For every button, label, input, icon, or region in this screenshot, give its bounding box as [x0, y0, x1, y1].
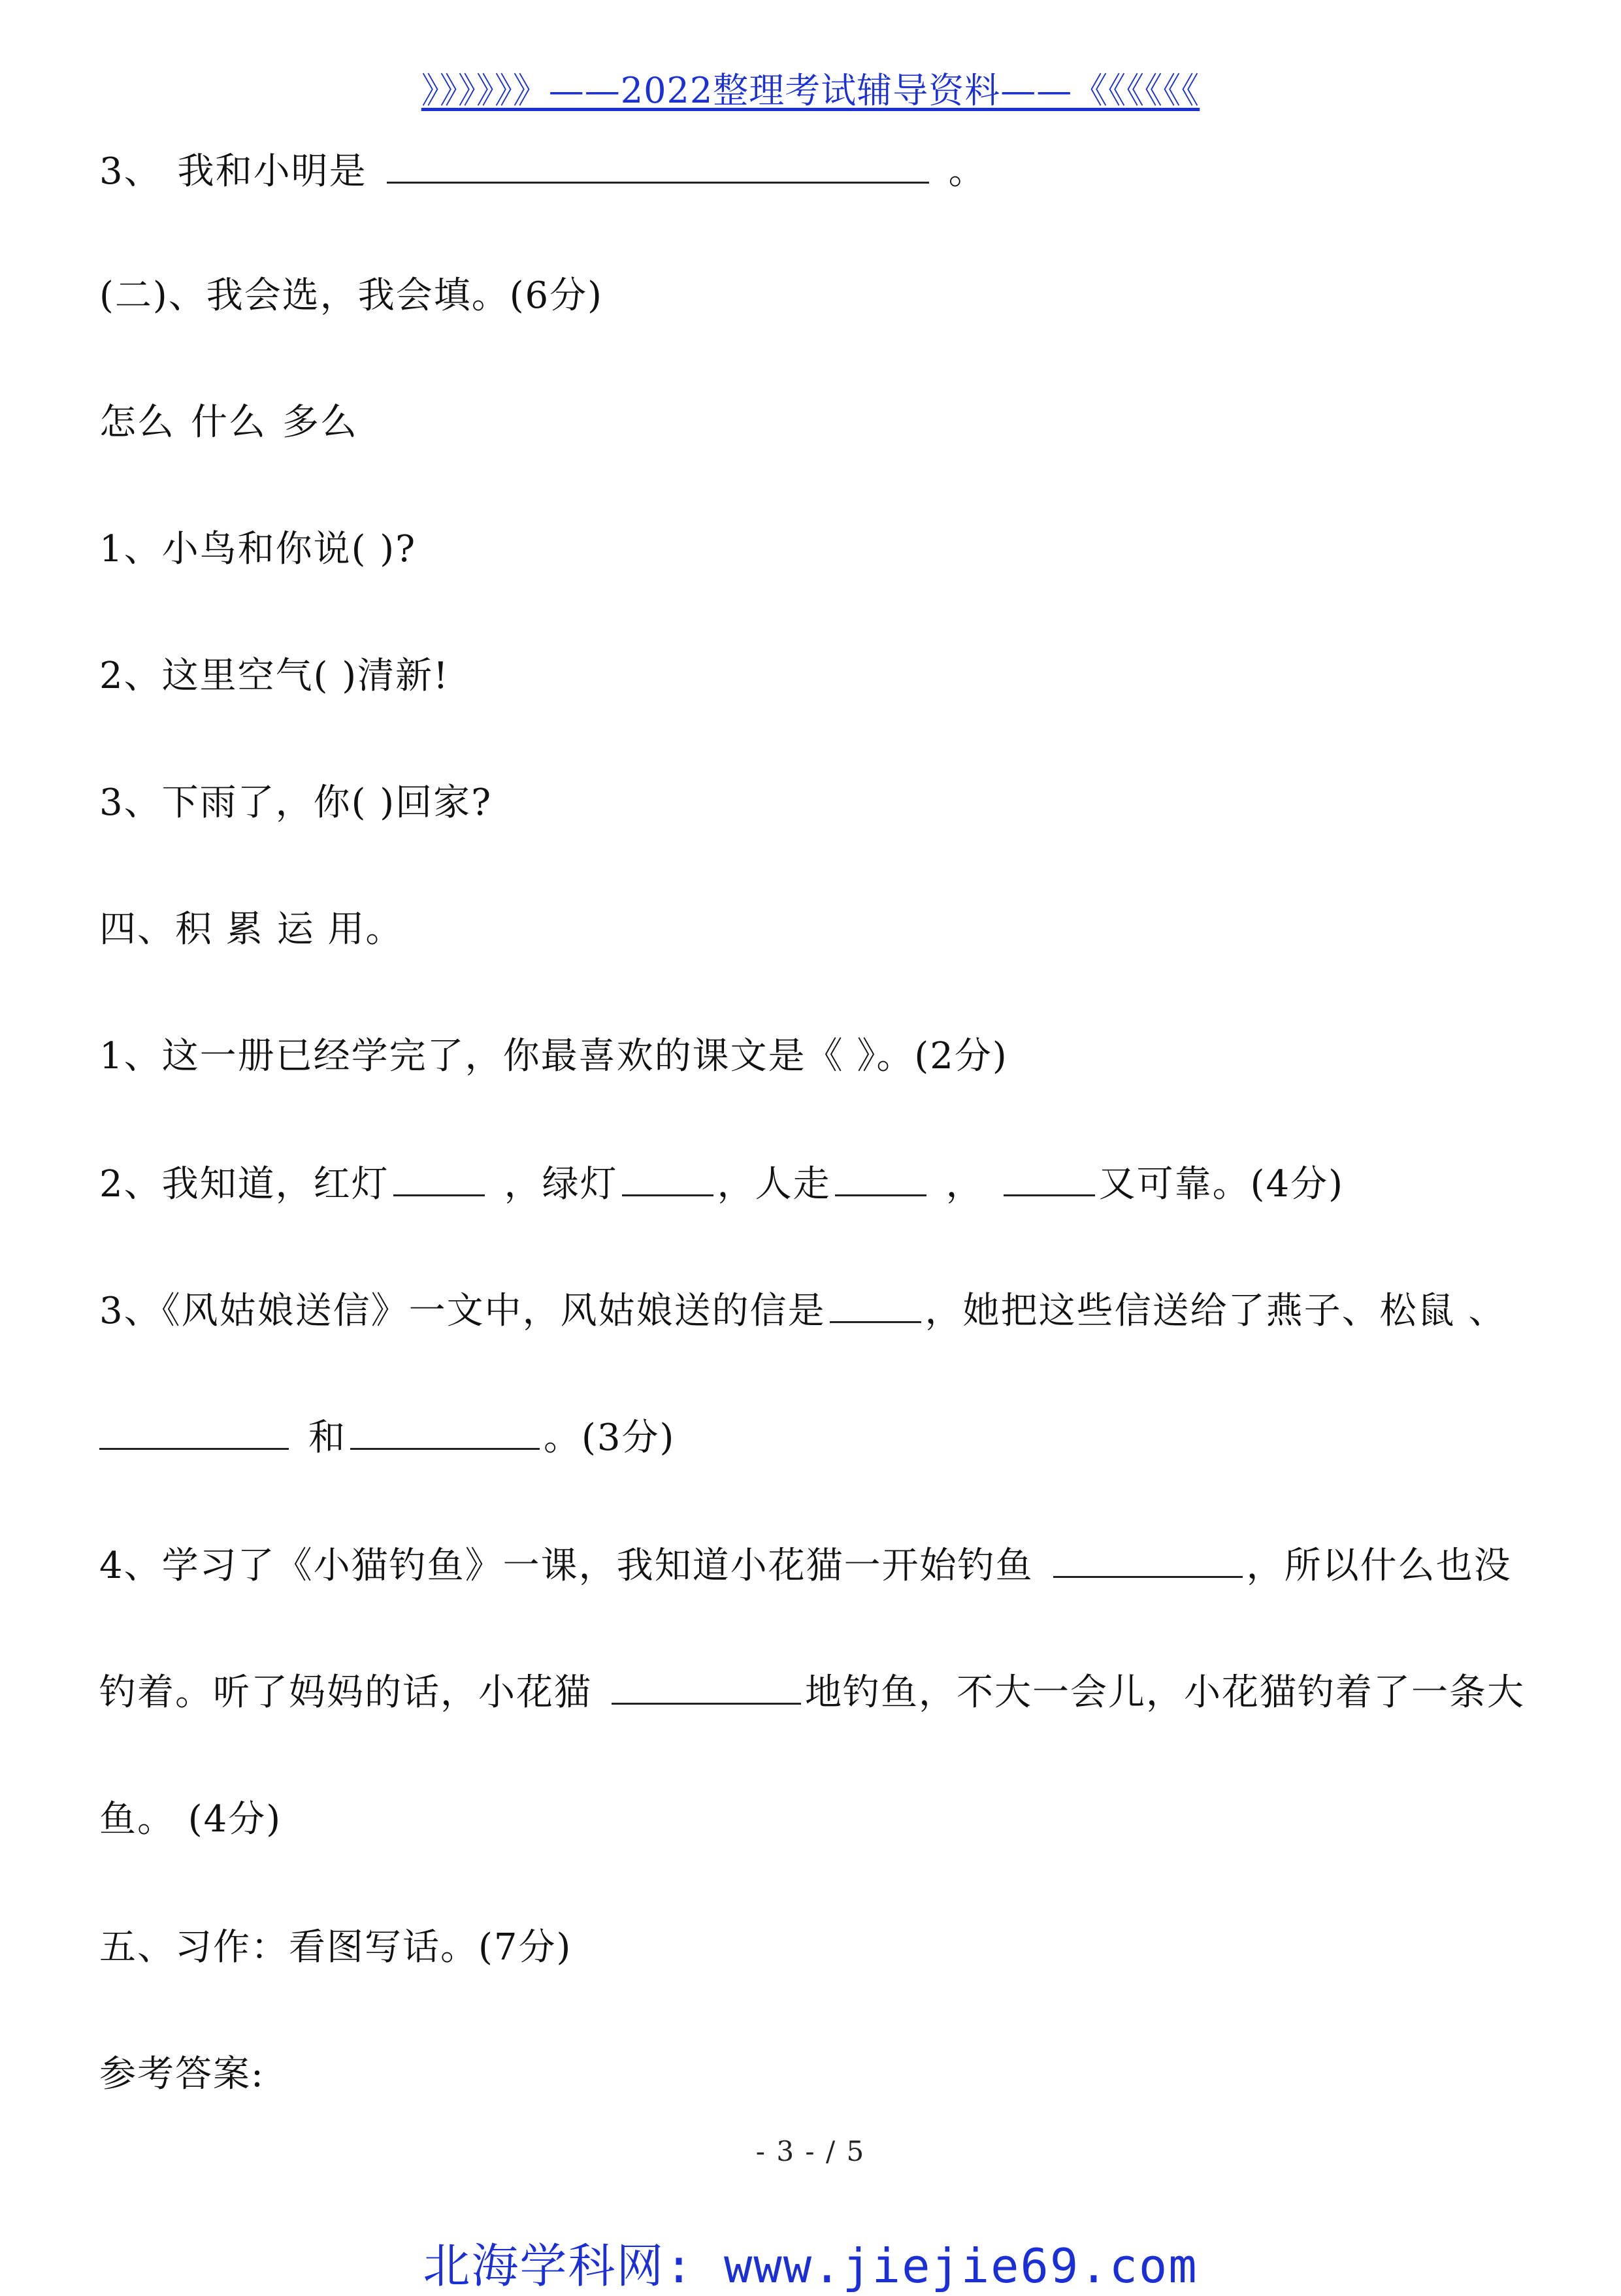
question-4-continued — [99, 1670, 1525, 1716]
question-text: 2、我知道，红灯 — [99, 1163, 389, 1205]
question-text: ，绿灯 — [504, 1163, 618, 1205]
answer-blank[interactable] — [350, 1415, 540, 1450]
question-text: ，人走 — [717, 1163, 831, 1205]
word-choice: 多么 — [282, 401, 358, 444]
question-text: ，所以什么也没 — [1246, 1545, 1512, 1587]
question-3-rain: 3、下雨了，你( )回家? — [99, 781, 493, 824]
question-text: 地钓鱼，不大一会儿，小花猫钓着了一条大 — [805, 1671, 1525, 1714]
answer-blank[interactable] — [1004, 1162, 1095, 1196]
answer-key-heading: 参考答案: — [99, 2053, 265, 2095]
word-choices — [99, 400, 358, 446]
answer-blank[interactable] — [622, 1162, 713, 1196]
question-end: 。 — [948, 150, 987, 193]
answer-blank[interactable] — [835, 1162, 926, 1196]
question-text: 我和小明是 — [177, 150, 367, 193]
answer-blank[interactable] — [830, 1288, 921, 1323]
question-3-wind-girl — [99, 1288, 1506, 1334]
page-number: - 3 - / 5 — [755, 2135, 866, 2167]
footer-website: 北海学科网: www.jiejie69.com — [423, 2239, 1198, 2293]
question-text: 又可靠。(4分) — [1098, 1163, 1344, 1205]
question-3-continued — [99, 1415, 675, 1461]
question-2-air: 2、这里空气( )清新! — [99, 655, 450, 697]
answer-blank[interactable] — [99, 1415, 289, 1450]
question-number: 3、 — [99, 150, 162, 193]
question-text: 4、学习了《小猫钓鱼》一课，我知道小花猫一开始钓鱼 — [99, 1545, 1034, 1587]
question-1-bird: 1、小鸟和你说( )? — [99, 528, 417, 570]
word-choice: 什么 — [191, 401, 267, 444]
question-text: 钓着。听了妈妈的话，小花猫 — [99, 1671, 592, 1714]
answer-blank[interactable] — [393, 1162, 485, 1196]
question-text: 和 — [308, 1417, 346, 1459]
header-banner: 》》》》》》——2022整理考试辅导资料——《《《《《《 — [421, 70, 1200, 111]
answer-blank[interactable] — [1053, 1543, 1243, 1578]
answer-blank[interactable] — [387, 149, 929, 184]
question-2-traffic-lights — [99, 1162, 1344, 1207]
answer-blank[interactable] — [612, 1670, 801, 1705]
question-text: ，她把这些信送给了燕子、松鼠 、 — [925, 1290, 1507, 1332]
question-1-favorite-text: 1、这一册已经学完了，你最喜欢的课文是《 》。(2分) — [99, 1035, 1008, 1077]
question-3-friend — [99, 149, 987, 195]
question-text: 。(3分) — [544, 1417, 676, 1459]
section-heading-writing: 五、习作：看图写话。(7分) — [99, 1926, 572, 1969]
word-choice: 怎么 — [99, 401, 175, 444]
question-text: ， — [945, 1163, 984, 1205]
question-4-kitten-fishing — [99, 1543, 1512, 1589]
section-heading-choose-fill: (二)、我会选，我会填。(6分) — [99, 274, 604, 317]
section-heading-accumulate: 四、积 累 运 用。 — [99, 908, 404, 951]
question-text: 3、《风姑娘送信》一文中，风姑娘送的信是 — [99, 1290, 826, 1332]
question-4-end: 鱼。 (4分) — [99, 1798, 282, 1841]
